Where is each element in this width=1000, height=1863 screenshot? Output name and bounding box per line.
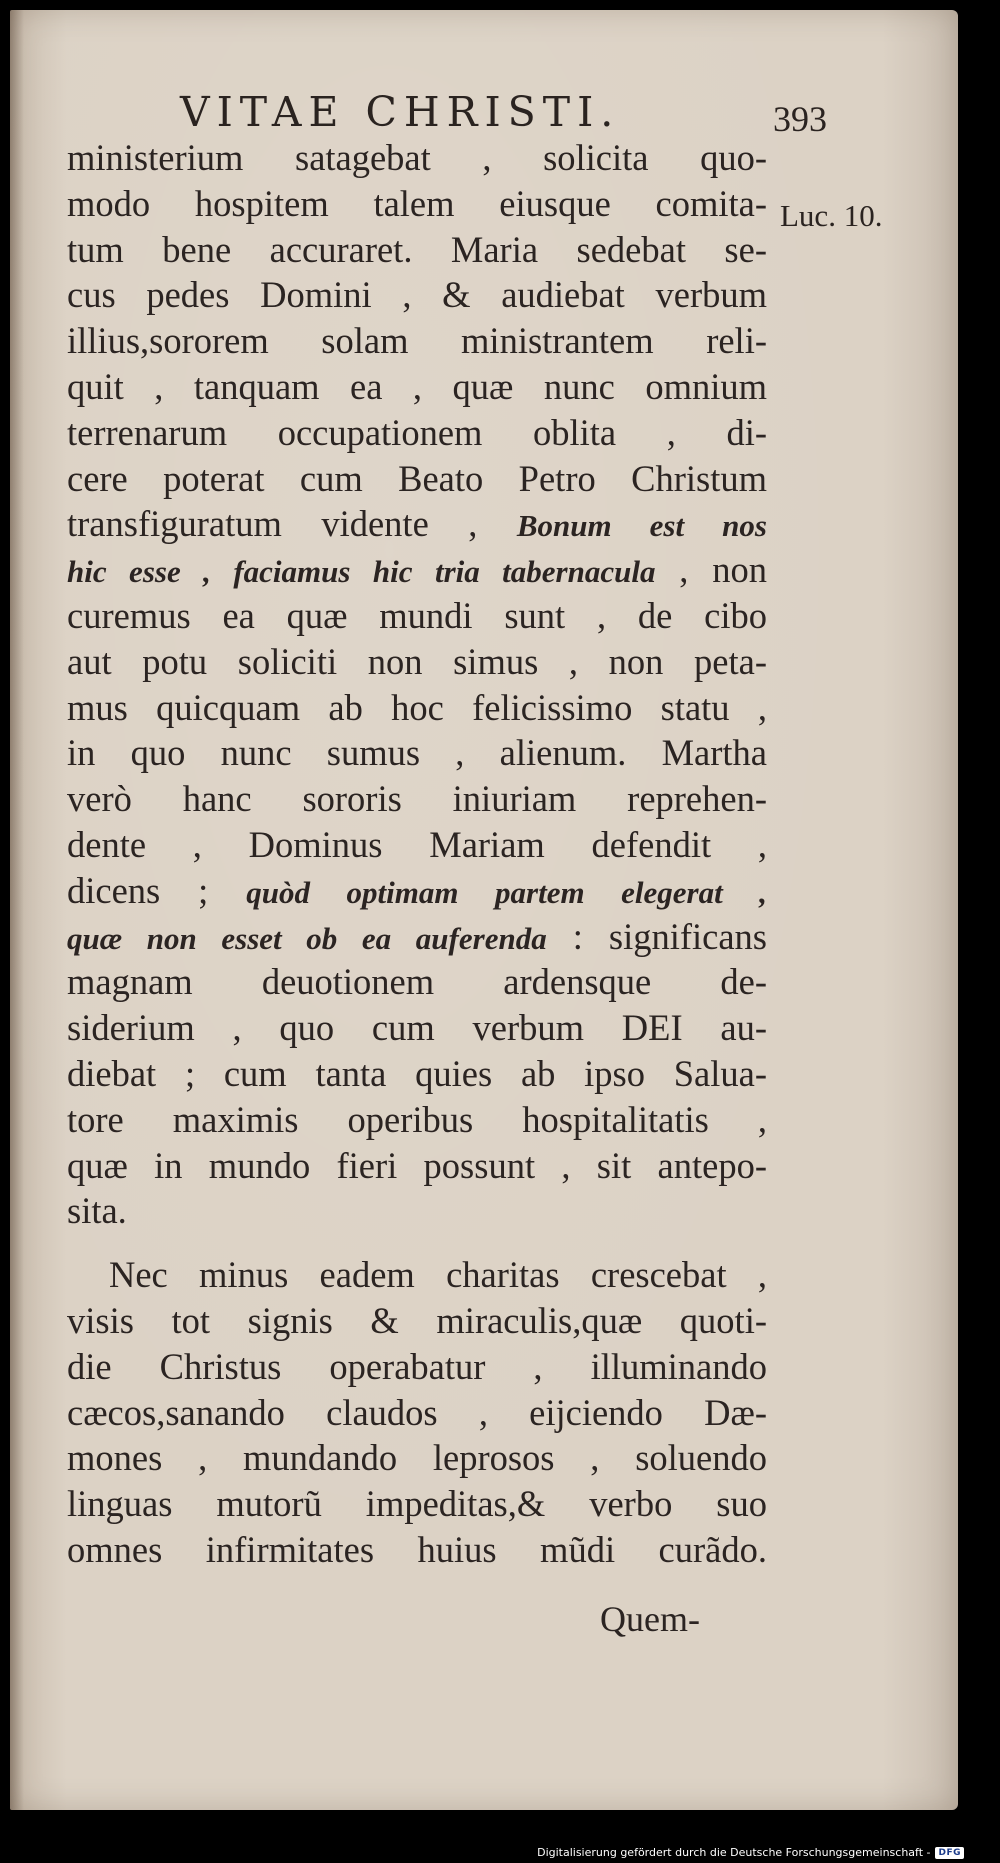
catchword: Quem-	[600, 1599, 700, 1639]
line-text: curemus ea quæ mundi sunt , de cibo	[67, 594, 767, 636]
line-text: mones , mundando leprosos , soluendo	[67, 1437, 767, 1479]
line-text: in quo nunc sumus , alienum. Martha	[67, 732, 767, 774]
dfg-logo: DFG	[935, 1847, 964, 1859]
text-line	[67, 730, 767, 776]
text-line	[67, 547, 767, 593]
text-line	[67, 1435, 767, 1481]
text-line	[67, 1051, 767, 1097]
line-text: tore maximis operibus hospitalitatis ,	[67, 1098, 767, 1140]
text-line	[67, 685, 767, 731]
line-text: illius,sororem solam ministrantem reli-	[67, 320, 767, 362]
line-text: cæcos,sanando claudos , eijciendo Dæ-	[67, 1391, 767, 1433]
text-line	[67, 868, 767, 914]
text-line	[67, 1188, 767, 1234]
line-text: quæ in mundo fieri possunt , sit antepo-	[67, 1144, 767, 1186]
credit-text: Digitalisierung gefördert durch die Deutsche Forschungsgemeinschaft -	[537, 1846, 931, 1859]
text-line	[67, 181, 767, 227]
line-text: sita.	[67, 1190, 127, 1232]
line-text: modo hospitem talem eiusque comita-	[67, 182, 767, 224]
text-line	[67, 1097, 767, 1143]
text-line	[67, 1527, 767, 1573]
marginal-note: Luc. 10.	[780, 198, 883, 233]
text-line	[67, 410, 767, 456]
line-text: aut potu soliciti non simus , non peta-	[67, 640, 767, 682]
line-text: omnes infirmitates huius mũdi curãdo.	[67, 1528, 767, 1570]
text-line	[67, 1252, 767, 1298]
text-line	[67, 227, 767, 273]
text-line	[67, 1005, 767, 1051]
text-line	[67, 272, 767, 318]
body-text	[67, 135, 767, 1573]
text-line	[67, 1344, 767, 1390]
paragraph-2	[67, 1252, 767, 1573]
running-title: VITAE CHRISTI.	[180, 88, 621, 136]
line-text: dicens ;	[67, 869, 247, 911]
line-text: transfiguratum vidente ,	[67, 503, 517, 545]
book-page	[10, 10, 958, 1810]
text-line	[67, 776, 767, 822]
paragraph-1	[67, 135, 767, 1234]
text-line	[67, 822, 767, 868]
italic-quote: quòd optimam partem elegerat ,	[246, 874, 768, 910]
text-line	[67, 501, 767, 547]
digitization-credit	[537, 1846, 964, 1859]
text-line	[67, 364, 767, 410]
text-line	[67, 639, 767, 685]
text-line	[67, 135, 767, 181]
line-text: magnam deuotionem ardensque de-	[67, 961, 767, 1003]
line-text: visis tot signis & miraculis,quæ quoti-	[67, 1299, 767, 1341]
text-line	[67, 1481, 767, 1527]
line-text: ministerium satagebat , solicita quo-	[67, 137, 767, 178]
line-text: tum bene accuraret. Maria sedebat se-	[67, 228, 767, 270]
line-text: terrenarum occupationem oblita , di-	[67, 411, 767, 453]
text-line	[67, 1143, 767, 1189]
line-text: quit , tanquam ea , quæ nunc omnium	[67, 365, 767, 407]
text-line	[67, 1298, 767, 1344]
line-text: die Christus operabatur , illuminando	[67, 1345, 767, 1387]
text-line	[67, 1390, 767, 1436]
line-text: verò hanc sororis iniuriam reprehen-	[67, 778, 767, 820]
line-text: Nec minus eadem charitas crescebat ,	[109, 1254, 767, 1296]
page-number: 393	[773, 99, 827, 139]
line-text: diebat ; cum tanta quies ab ipso Salua-	[67, 1052, 767, 1094]
text-line	[67, 914, 767, 960]
text-line	[67, 959, 767, 1005]
text-line	[67, 456, 767, 502]
line-text: , non	[655, 549, 767, 591]
line-text: mus quicquam ab hoc felicissimo statu ,	[67, 686, 767, 728]
line-text: cere poterat cum Beato Petro Christum	[67, 457, 767, 499]
line-text: : significans	[546, 915, 768, 957]
italic-quote: hic esse , faciamus hic tria tabernacula	[67, 554, 656, 590]
line-text: linguas mutorũ impeditas,& verbo suo	[67, 1483, 767, 1525]
line-text: cus pedes Domini , & audiebat verbum	[67, 274, 767, 316]
line-text: dente , Dominus Mariam defendit ,	[67, 823, 767, 865]
italic-quote: Bonum est nos	[516, 508, 767, 544]
italic-quote: quæ non esset ob ea auferenda	[67, 920, 547, 956]
line-text: siderium , quo cum verbum DEI au-	[67, 1007, 767, 1049]
text-line	[67, 593, 767, 639]
text-line	[67, 318, 767, 364]
